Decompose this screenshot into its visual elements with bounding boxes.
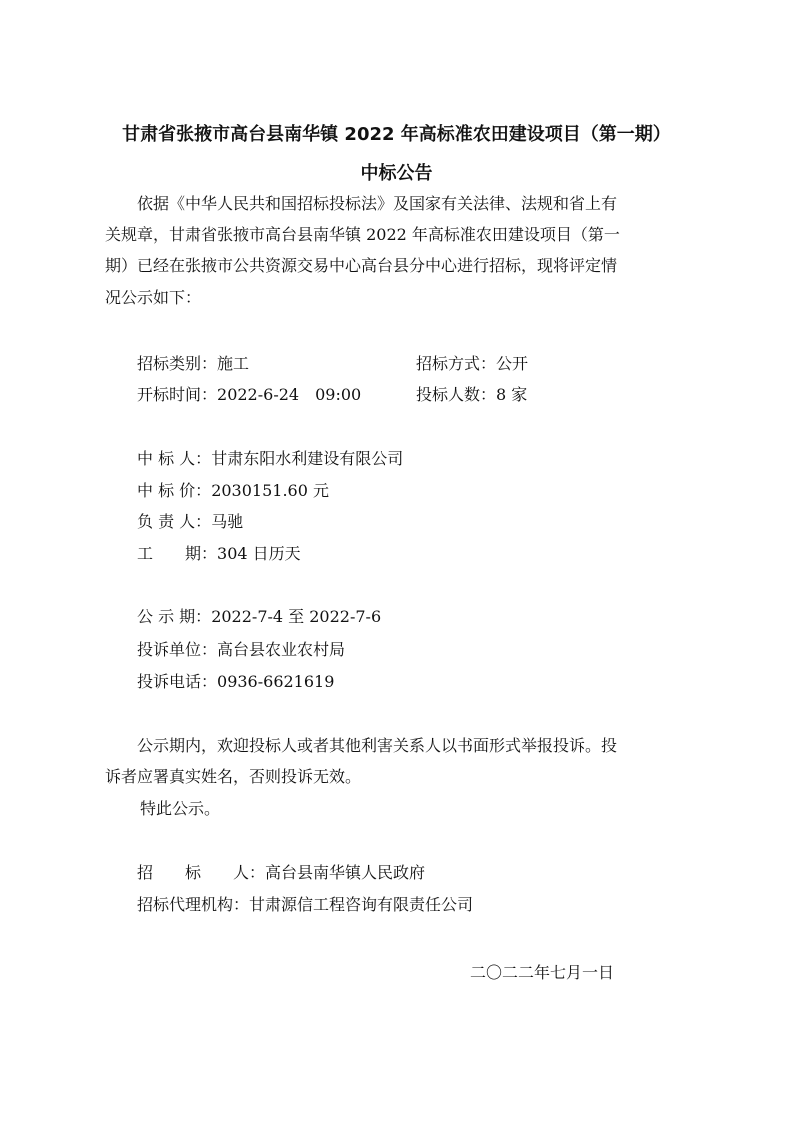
winner-row [137, 449, 403, 469]
period-label: 工 期： [137, 544, 218, 563]
tenderer-row [137, 863, 425, 883]
winner-label: 中 标 人： [137, 449, 212, 468]
complaint-line-2: 诉者应署真实姓名，否则投诉无效。 [105, 767, 362, 786]
category-value: 施工 [217, 354, 250, 373]
category-label: 招标类别： [137, 354, 218, 373]
notice-period-value: 2022-7-4 至 2022-7-6 [211, 607, 382, 626]
open-time-label: 开标时间： [137, 385, 218, 404]
agency-value: 甘肃源信工程咨询有限责任公司 [249, 895, 474, 914]
intro-line-4: 况公示如下： [105, 288, 202, 307]
method-label: 招标方式： [416, 354, 497, 373]
complaint-unit-label: 投诉单位： [137, 640, 218, 659]
document-subtitle: 中标公告 [360, 163, 433, 184]
open-time-value: 2022-6-24 09:00 [217, 385, 362, 404]
document-date: 二〇二二年七月一日 [470, 963, 615, 982]
complaint-phone-value: 0936-6621619 [217, 672, 335, 691]
document-title: 甘肃省张掖市高台县南华镇 2022 年高标准农田建设项目（第一期） [122, 124, 671, 145]
tenderer-value: 高台县南华镇人民政府 [265, 863, 426, 882]
agency-row [137, 895, 473, 915]
complaint-phone-row [137, 672, 334, 692]
notice-period-row [137, 607, 381, 627]
price-label: 中 标 价： [137, 481, 212, 500]
method-row [416, 354, 528, 374]
period-value: 304 日历天 [217, 544, 301, 563]
complaint-unit-row [137, 640, 345, 660]
method-value: 公开 [496, 354, 529, 373]
complaint-unit-value: 高台县农业农村局 [217, 640, 346, 659]
manager-label: 负 责 人： [137, 512, 212, 531]
price-row [137, 481, 329, 501]
category-row [137, 354, 249, 374]
complaint-line-1: 公示期内，欢迎投标人或者其他利害关系人以书面形式举报投诉。投 [137, 736, 618, 755]
manager-value: 马驰 [211, 512, 244, 531]
closing-line: 特此公示。 [140, 799, 221, 818]
winner-value: 甘肃东阳水利建设有限公司 [211, 449, 404, 468]
intro-line-1: 依据《中华人民共和国招标投标法》及国家有关法律、法规和省上有 [137, 194, 618, 213]
price-value: 2030151.60 元 [211, 481, 329, 500]
intro-line-2: 关规章，甘肃省张掖市高台县南华镇 2022 年高标准农田建设项目（第一 [105, 225, 620, 244]
open-time-row [137, 385, 361, 405]
tenderer-label: 招 标 人： [137, 863, 266, 882]
intro-line-3: 期）已经在张掖市公共资源交易中心高台县分中心进行招标，现将评定情 [105, 256, 618, 275]
bidders-label: 投标人数： [416, 385, 497, 404]
notice-period-label: 公 示 期： [137, 607, 212, 626]
bidders-row [416, 385, 527, 405]
agency-label: 招标代理机构： [137, 895, 250, 914]
period-row [137, 544, 301, 564]
manager-row [137, 512, 243, 532]
complaint-phone-label: 投诉电话： [137, 672, 218, 691]
bidders-value: 8 家 [496, 385, 528, 404]
